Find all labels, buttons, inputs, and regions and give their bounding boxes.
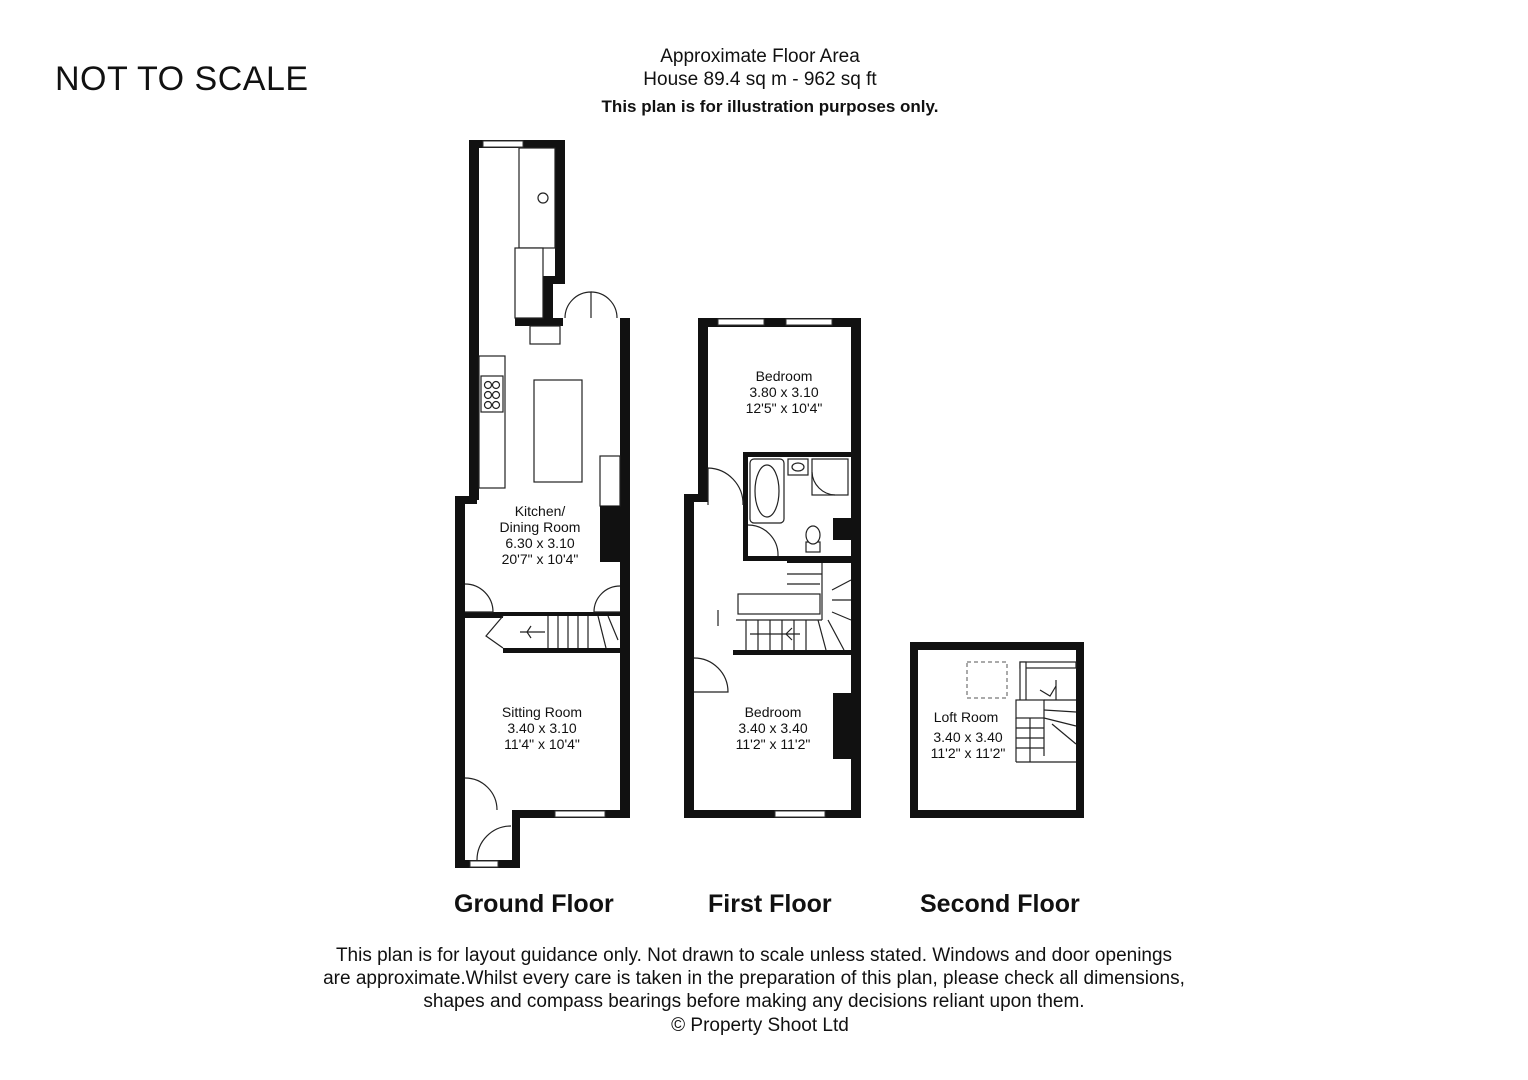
skylight-icon xyxy=(967,662,1007,698)
loft-room-metric: 3.40 x 3.40 xyxy=(933,729,1003,745)
kitchen-imperial: 20'7" x 10'4" xyxy=(501,551,579,567)
front-bedroom-name: Bedroom xyxy=(744,704,802,720)
gf-wall-closet xyxy=(515,318,563,326)
gf-door-sitting xyxy=(465,778,497,810)
gf-window-rear xyxy=(483,141,523,147)
gf-counter-unit xyxy=(515,248,543,318)
loft-room-name: Loft Room xyxy=(933,709,999,725)
gf-door-stair xyxy=(594,586,620,612)
gf-french-door-left xyxy=(565,292,591,318)
ff-wall-left xyxy=(684,494,694,818)
toilet-icon xyxy=(806,526,820,544)
not-to-scale-label: NOT TO SCALE xyxy=(55,60,309,98)
ff-window-rear-1 xyxy=(718,319,764,325)
sf-stair-wall xyxy=(1020,662,1076,668)
gf-fireplace-surround xyxy=(600,456,620,506)
rear-bedroom-name: Bedroom xyxy=(755,368,813,384)
area-house-size: House 89.4 sq m - 962 sq ft xyxy=(643,69,877,90)
sf-stair-balustrade xyxy=(1016,700,1044,718)
ff-window-rear-2 xyxy=(786,319,832,325)
ff-stair-balustrade xyxy=(738,594,820,614)
copyright: © Property Shoot Ltd xyxy=(671,1015,849,1036)
disclaimer-line-2: are approximate.Whilst every care is taken in the preparation of this plan, please check all dimensions, xyxy=(323,968,1185,989)
sf-stair-wall-side xyxy=(1020,662,1026,702)
ff-wall-left-upper xyxy=(698,318,708,502)
gf-wall-left-upper xyxy=(469,140,479,500)
gf-window-porch xyxy=(470,861,498,867)
sf-wall-bottom xyxy=(910,810,1084,818)
area-title: Approximate Floor Area xyxy=(660,46,860,67)
ff-bath-wall-left xyxy=(743,452,748,560)
first-floor-plan xyxy=(684,318,861,818)
disclaimer-line-3: shapes and compass bearings before making any decisions reliant upon them. xyxy=(423,991,1085,1012)
disclaimer-line-1: This plan is for layout guidance only. Not drawn to scale unless stated. Windows and door openings xyxy=(335,945,1173,966)
gf-wall-right xyxy=(620,318,630,818)
gf-chimney-breast xyxy=(600,506,620,562)
illustration-note: This plan is for illustration purposes only. xyxy=(601,97,939,116)
ground-floor-label: Ground Floor xyxy=(454,890,614,918)
sf-wall-right xyxy=(1076,642,1084,818)
ff-window-front xyxy=(775,811,825,817)
ff-wall-bottom xyxy=(684,810,861,818)
gf-french-door-right xyxy=(591,292,617,318)
gf-wall-right-upper xyxy=(555,140,565,280)
gf-chimney-block xyxy=(530,326,560,344)
ff-door-rear-bedroom xyxy=(708,468,743,505)
sitting-room-name: Sitting Room xyxy=(501,704,583,720)
gf-stairs xyxy=(486,616,618,648)
rear-bedroom-metric: 3.80 x 3.10 xyxy=(749,384,819,400)
gf-partition-stairs-bottom xyxy=(503,648,623,653)
kitchen-name-line2: Dining Room xyxy=(499,519,581,535)
gf-partition-left xyxy=(465,612,503,618)
disclaimer xyxy=(200,944,1308,1013)
second-floor-label: Second Floor xyxy=(920,890,1080,918)
ff-stair-wall xyxy=(787,560,853,563)
gf-wall-notch-down xyxy=(543,276,553,324)
kitchen-metric: 6.30 x 3.10 xyxy=(505,535,575,551)
sf-wall-left xyxy=(910,642,918,818)
sitting-room-metric: 3.40 x 3.10 xyxy=(507,720,577,736)
basin-icon xyxy=(788,459,808,475)
ff-door-front-bedroom xyxy=(694,658,728,692)
gf-window-front xyxy=(555,811,605,817)
gf-door-kitchen xyxy=(465,584,493,612)
gf-wall-left-lower xyxy=(455,496,465,868)
ff-landing-wall xyxy=(733,650,853,655)
rear-bedroom-imperial: 12'5" x 10'4" xyxy=(745,400,823,416)
kitchen-name-line1: Kitchen/ xyxy=(514,503,566,519)
gf-kitchen-island xyxy=(534,380,582,482)
ff-wall-right xyxy=(851,318,861,818)
gf-counter-sink xyxy=(519,148,555,248)
ff-bath-wall-top xyxy=(743,452,853,457)
gf-door-front xyxy=(477,826,511,860)
loft-room-imperial: 11'2" x 11'2" xyxy=(930,745,1006,761)
ff-chimney-breast xyxy=(833,693,851,759)
shower-icon xyxy=(812,459,848,495)
first-floor-label: First Floor xyxy=(708,890,832,918)
gf-wall-porch-side xyxy=(512,812,520,868)
sf-wall-top xyxy=(910,642,1084,650)
second-floor-plan xyxy=(910,642,1084,818)
front-bedroom-imperial: 11'2" x 11'2" xyxy=(735,736,811,752)
ff-door-bathroom xyxy=(748,525,778,556)
ff-bath-chimney xyxy=(833,518,851,540)
front-bedroom-metric: 3.40 x 3.40 xyxy=(738,720,808,736)
ground-floor-plan xyxy=(455,140,630,868)
sitting-room-imperial: 11'4" x 10'4" xyxy=(504,736,580,752)
